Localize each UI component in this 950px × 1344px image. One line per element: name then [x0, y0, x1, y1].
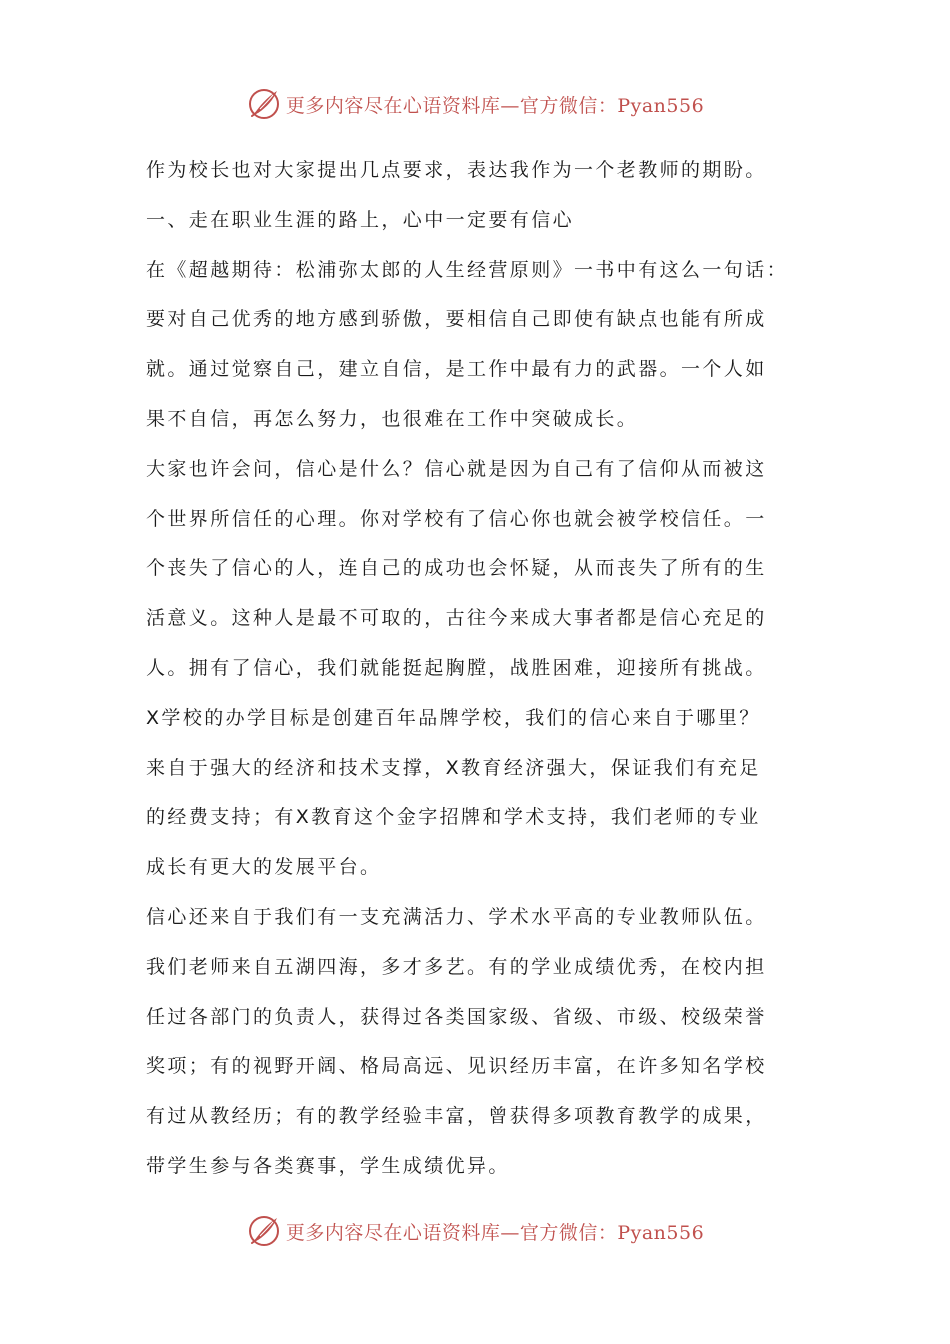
body-line: 奖项；有的视野开阔、格局高远、见识经历丰富，在许多知名学校: [146, 1055, 767, 1078]
body-line: X学校的办学目标是创建百年品牌学校，我们的信心来自于哪里？: [146, 706, 761, 729]
section-heading: 一、走在职业生涯的路上，心中一定要有信心: [146, 208, 575, 231]
document-body: [146, 146, 826, 1192]
body-line: 带学生参与各类赛事，学生成绩优异。: [146, 1154, 510, 1177]
footer-watermark-banner: [0, 1211, 950, 1251]
body-line: 个世界所信任的心理。你对学校有了信心你也就会被学校信任。一: [146, 507, 767, 530]
body-line: 就。通过觉察自己，建立自信，是工作中最有力的武器。一个人如: [146, 358, 767, 381]
quill-pen-logo-icon: [246, 86, 282, 122]
body-line: 我们老师来自五湖四海，多才多艺。有的学业成绩优秀，在校内担: [146, 955, 767, 978]
body-line: 果不自信，再怎么努力，也很难在工作中突破成长。: [146, 407, 639, 430]
body-line: 要对自己优秀的地方感到骄傲，要相信自己即使有缺点也能有所成: [146, 308, 767, 331]
watermark-text: 更多内容尽在心语资料库—官方微信：Pyan556: [285, 94, 705, 117]
body-line: 的经费支持；有X教育这个金字招牌和学术支持，我们老师的专业: [146, 806, 761, 829]
body-line: 任过各部门的负责人，获得过各类国家级、省级、市级、校级荣誉: [146, 1005, 767, 1028]
watermark-text: 更多内容尽在心语资料库—官方微信：Pyan556: [285, 1221, 705, 1244]
body-line: 来自于强大的经济和技术支撑，X教育经济强大，保证我们有充足: [146, 756, 761, 779]
body-line: 人。拥有了信心，我们就能挺起胸膛，战胜困难，迎接所有挑战。: [146, 656, 767, 679]
body-line: 信心还来自于我们有一支充满活力、学术水平高的专业教师队伍。: [146, 905, 767, 928]
body-line: 活意义。这种人是最不可取的，古往今来成大事者都是信心充足的: [146, 607, 767, 630]
body-line: 成长有更大的发展平台。: [146, 856, 382, 879]
header-watermark-banner: [0, 84, 950, 124]
body-line: 大家也许会问，信心是什么？信心就是因为自己有了信仰从而被这: [146, 457, 767, 480]
body-line: 作为校长也对大家提出几点要求，表达我作为一个老教师的期盼。: [146, 159, 767, 181]
body-line: 在《超越期待：松浦弥太郎的人生经营原则》一书中有这么一句话：: [146, 258, 789, 281]
body-line: 有过从教经历；有的教学经验丰富，曾获得多项教育教学的成果，: [146, 1105, 767, 1128]
quill-pen-logo-icon: [246, 1213, 282, 1249]
body-line: 个丧失了信心的人，连自己的成功也会怀疑，从而丧失了所有的生: [146, 557, 767, 580]
